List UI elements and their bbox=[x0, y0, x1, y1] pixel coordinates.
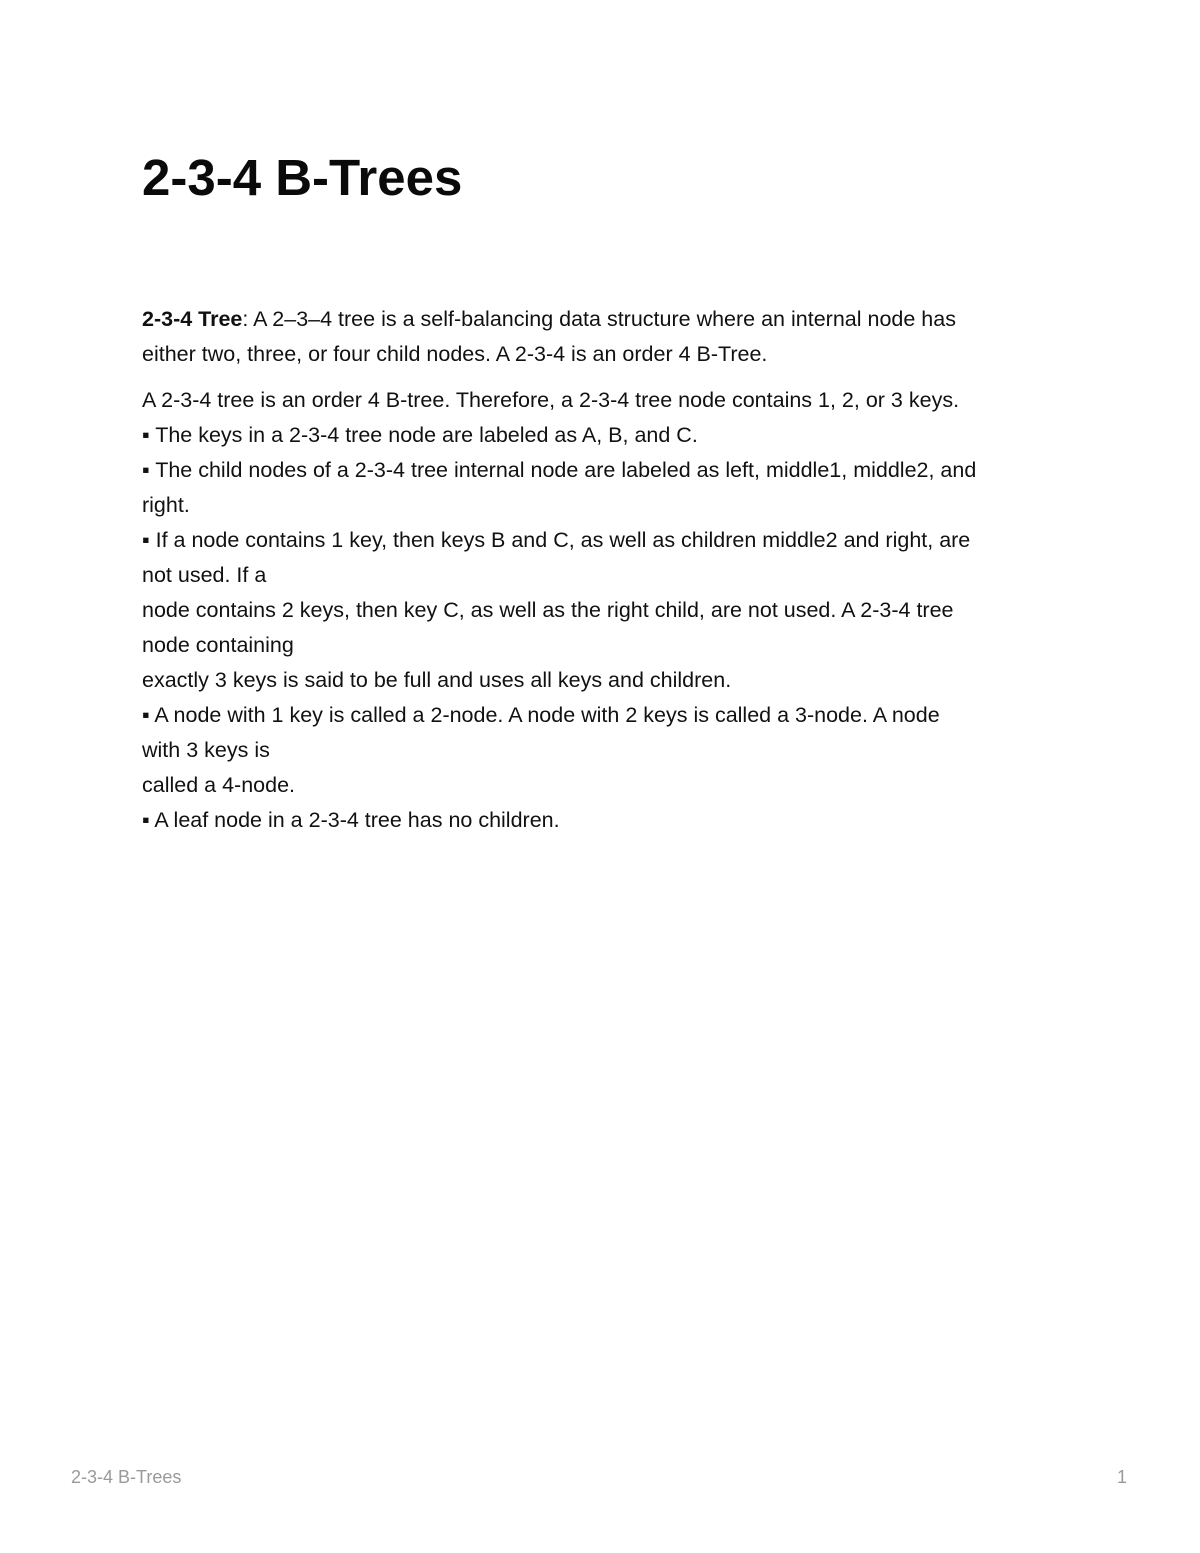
body-line: exactly 3 keys is said to be full and uses all keys and children. bbox=[142, 668, 732, 692]
page-title: 2-3-4 B-Trees bbox=[142, 149, 463, 206]
body-line: not used. If a bbox=[142, 563, 267, 587]
body-line: ▪ The child nodes of a 2-3-4 tree internal node are labeled as left, middle1, middle2, and bbox=[142, 458, 977, 482]
body-line: with 3 keys is bbox=[142, 738, 270, 762]
body-line: node containing bbox=[142, 633, 294, 657]
definition-paragraph bbox=[142, 302, 1062, 372]
definition-text: : A 2–3–4 tree is a self-balancing data structure where an internal node has bbox=[242, 307, 956, 331]
footer-title: 2-3-4 B-Trees bbox=[71, 1467, 182, 1487]
body-line: ▪ A leaf node in a 2-3-4 tree has no children. bbox=[142, 808, 560, 832]
body-line: A 2-3-4 tree is an order 4 B-tree. Therefore, a 2-3-4 tree node contains 1, 2, or 3 keys. bbox=[142, 388, 960, 412]
body-line: node contains 2 keys, then key C, as well as the right child, are not used. A 2-3-4 tree bbox=[142, 598, 954, 622]
footer-page-number: 1 bbox=[1117, 1467, 1128, 1487]
document-body bbox=[142, 302, 1062, 838]
body-line: called a 4-node. bbox=[142, 773, 295, 797]
definition-term: 2-3-4 Tree bbox=[142, 307, 243, 331]
body-line: ▪ A node with 1 key is called a 2-node. A node with 2 keys is called a 3-node. A node bbox=[142, 703, 940, 727]
body-line: right. bbox=[142, 493, 190, 517]
body-paragraph bbox=[142, 383, 1062, 838]
body-line: ▪ The keys in a 2-3-4 tree node are labeled as A, B, and C. bbox=[142, 423, 698, 447]
body-line: ▪ If a node contains 1 key, then keys B and C, as well as children middle2 and right, are bbox=[142, 528, 971, 552]
definition-line-1 bbox=[142, 302, 1062, 337]
definition-line-2: either two, three, or four child nodes. A 2-3-4 is an order 4 B-Tree. bbox=[142, 342, 768, 366]
